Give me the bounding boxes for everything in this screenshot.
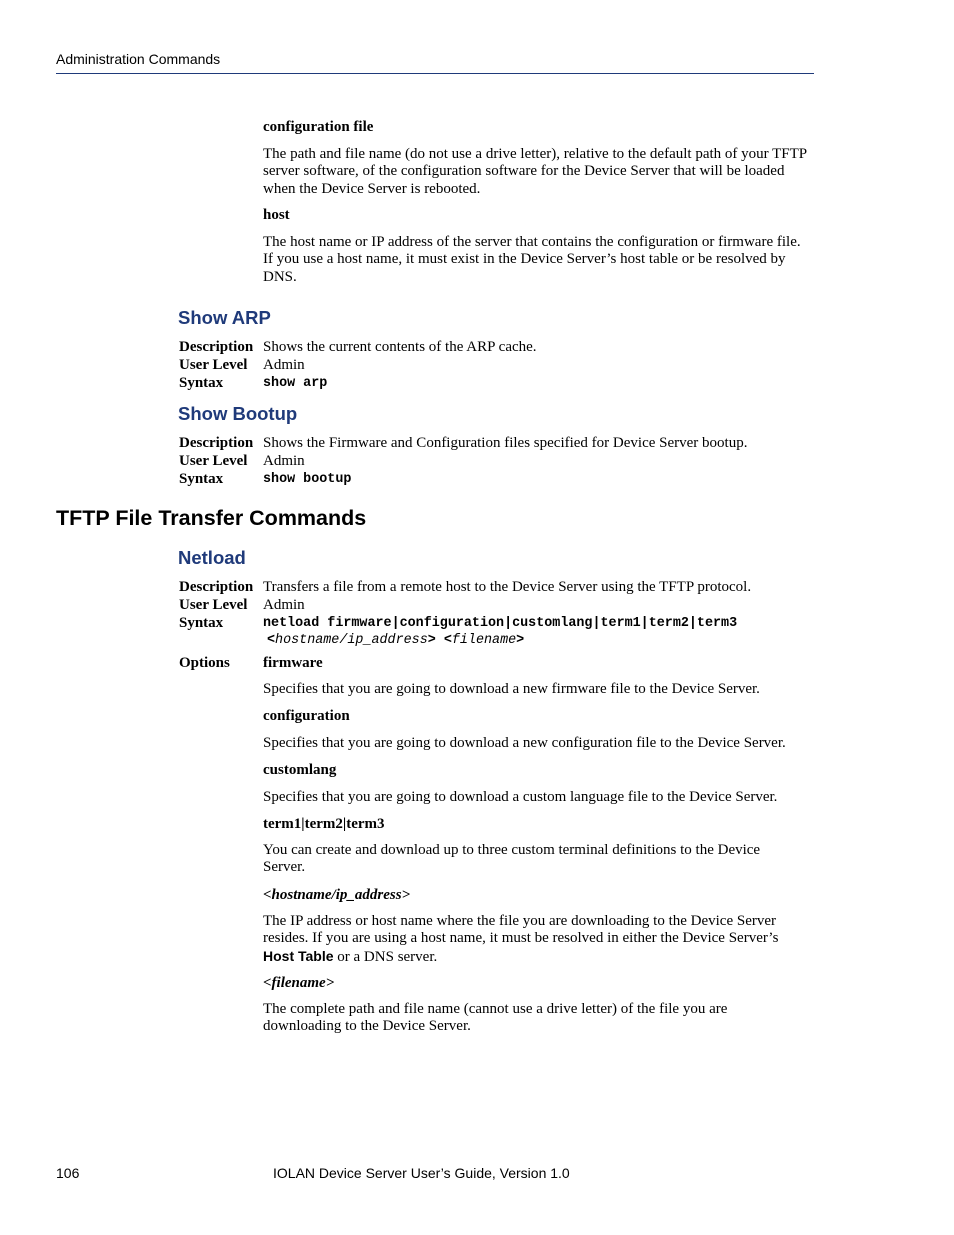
option-configuration-description: Specifies that you are going to download a new configuration file to the Device Server. bbox=[263, 735, 786, 751]
option-customlang-term: customlang bbox=[263, 762, 337, 778]
option-firmware-term: firmware bbox=[263, 655, 323, 671]
page-number: 106 bbox=[56, 1165, 80, 1181]
header-divider bbox=[56, 73, 814, 74]
show-bootup-user-level-label: User Level bbox=[179, 453, 248, 469]
show-bootup-syntax-label: Syntax bbox=[179, 471, 224, 487]
running-header: Administration Commands bbox=[56, 51, 221, 67]
netload-user-level-label: User Level bbox=[179, 597, 248, 613]
heading-tftp-file-transfer-commands: TFTP File Transfer Commands bbox=[56, 506, 367, 530]
netload-options-label: Options bbox=[179, 655, 230, 671]
option-terms-description: You can create and download up to three custom terminal definitions to the Device Server. bbox=[263, 842, 761, 876]
option-firmware-description: Specifies that you are going to download a new firmware file to the Device Server. bbox=[263, 681, 760, 697]
term-configuration-file: configuration file bbox=[263, 119, 374, 135]
show-bootup-description-label: Description bbox=[179, 435, 254, 451]
show-arp-description: Shows the current contents of the ARP cache. bbox=[263, 339, 537, 355]
netload-syntax-line-1: netload firmware|configuration|customlang|term1|term2|term3 bbox=[263, 616, 738, 631]
guide-title: IOLAN Device Server User’s Guide, Version 1.0 bbox=[273, 1165, 570, 1181]
host-table-reference: Host Table bbox=[263, 947, 334, 964]
netload-syntax-label: Syntax bbox=[179, 615, 224, 631]
show-arp-syntax-label: Syntax bbox=[179, 375, 224, 391]
show-arp-syntax: show arp bbox=[263, 376, 328, 391]
heading-netload: Netload bbox=[178, 547, 246, 568]
netload-description-label: Description bbox=[179, 579, 254, 595]
option-filename-term: <filename> bbox=[263, 975, 335, 991]
show-arp-description-label: Description bbox=[179, 339, 254, 355]
option-hostname-description bbox=[263, 913, 808, 966]
option-configuration-term: configuration bbox=[263, 708, 350, 724]
option-customlang-description: Specifies that you are going to download a custom language file to the Device Server. bbox=[263, 789, 778, 805]
show-arp-user-level-label: User Level bbox=[179, 357, 248, 373]
term-host: host bbox=[263, 207, 290, 223]
netload-description: Transfers a file from a remote host to the Device Server using the TFTP protocol. bbox=[263, 579, 752, 595]
configuration-file-description: The path and file name (do not use a drive letter), relative to the default path of your TFTP server software, of the configuration software for the Device Server that will be loaded when the Device Server is rebooted. bbox=[263, 146, 807, 197]
option-hostname-term: <hostname/ip_address> bbox=[263, 887, 411, 903]
netload-user-level: Admin bbox=[263, 597, 305, 613]
syntax-lt-2: < bbox=[443, 633, 452, 648]
syntax-hostname-param: hostname/ip_address bbox=[275, 633, 428, 648]
syntax-gt-2: > bbox=[516, 633, 525, 648]
show-arp-user-level: Admin bbox=[263, 357, 305, 373]
syntax-filename-param: filename bbox=[451, 633, 517, 648]
hostname-description-tail: or a DNS server. bbox=[337, 948, 438, 965]
netload-syntax-line-2 bbox=[267, 633, 524, 648]
heading-show-arp: Show ARP bbox=[178, 307, 271, 328]
heading-show-bootup: Show Bootup bbox=[178, 403, 298, 424]
host-description: The host name or IP address of the server that contains the configuration or firmware file. If you use a host name, it must exist in the Device Server’s host table or be resolved by DNS. bbox=[263, 234, 801, 285]
show-bootup-description: Shows the Firmware and Configuration files specified for Device Server bootup. bbox=[263, 435, 748, 451]
hostname-description-text: The IP address or host name where the file you are downloading to the Device Server resides. If you are using a host name, it must be resolved in either the Device Server’s bbox=[263, 913, 779, 947]
option-filename-description: The complete path and file name (cannot use a drive letter) of the file you are downloading to the Device Server. bbox=[263, 1001, 728, 1035]
syntax-gt-1: > bbox=[427, 633, 436, 648]
show-bootup-syntax: show bootup bbox=[263, 472, 352, 487]
option-terms-term: term1|term2|term3 bbox=[263, 816, 385, 832]
syntax-lt-1: < bbox=[267, 633, 276, 648]
show-bootup-user-level: Admin bbox=[263, 453, 305, 469]
